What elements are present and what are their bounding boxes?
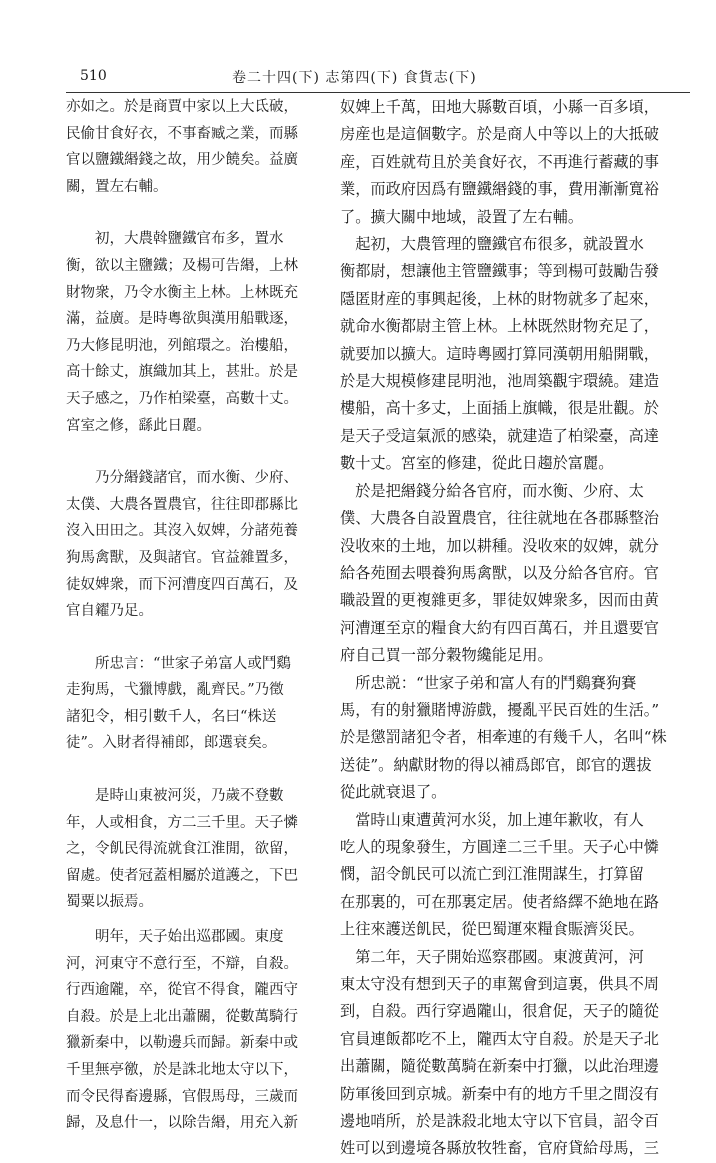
text-line: 姓可以到邊境各縣放牧牲畜，官府貸給母馬，三 bbox=[340, 1139, 659, 1158]
text-line: 滿，益廣。是時粵欲與漢用船戰逐， bbox=[66, 311, 298, 328]
text-line: 官員連飯都吃不上，隴西太守自殺。於是天子北 bbox=[340, 1029, 659, 1048]
text-line: 之，令飢民得流就食江淮閒，欲留， bbox=[66, 841, 298, 858]
text-line: 防軍後回到京城。新秦中有的地方千里之間沒有 bbox=[340, 1084, 659, 1103]
text-line: 憫，詔令飢民可以流亡到江淮閒謀生，打算留 bbox=[340, 865, 644, 884]
text-line: 奴婢上千萬，田地大縣數百頃，小縣一百多頃， bbox=[340, 98, 659, 116]
text-line: 産，百姓就苟且於美食好衣，不再進行蓄藏的事 bbox=[340, 152, 659, 171]
text-line: 初，大農斡鹽鐵官布多，置水 bbox=[66, 231, 284, 248]
paragraph-gap bbox=[66, 916, 328, 924]
text-line: 東太守没有想到天子的車駕會到這裏，供具不周 bbox=[340, 975, 659, 993]
original-paragraph bbox=[66, 924, 328, 1137]
text-line: 業，而政府因爲有鹽鐵緡錢的事，費用漸漸寬裕 bbox=[340, 180, 659, 199]
text-line: 到，自殺。西行穿過隴山，很倉促，天子的隨從 bbox=[340, 1002, 659, 1021]
running-header: 卷二十四(下) 志第四(下) 食貨志(下) bbox=[232, 70, 477, 86]
original-text-column bbox=[66, 94, 328, 1137]
original-paragraph bbox=[66, 783, 328, 916]
original-paragraph bbox=[66, 651, 328, 757]
text-line: 就命水衡都尉主管上林。上林既然財物充足了， bbox=[340, 317, 659, 336]
text-line: 送徒”。納獻財物的得以補爲郎官，郎官的選拔 bbox=[340, 755, 652, 774]
text-line: 給各苑囿去喂養狗馬禽獸，以及分給各官府。官 bbox=[340, 563, 659, 582]
text-line: 年，人或相食，方二三千里。天子憐 bbox=[66, 814, 298, 831]
text-line: 吃人的現象發生，方圓達二三千里。天子心中憐 bbox=[340, 837, 659, 856]
paragraph-gap bbox=[66, 625, 328, 651]
text-line: 上往來護送飢民，從巴蜀運來糧食賑濟災民。 bbox=[340, 920, 644, 939]
text-line: 邊地哨所，於是誅殺北地太守以下官員，詔令百 bbox=[340, 1112, 659, 1131]
text-line: 第二年，天子開始巡察郡國。東渡黄河，河 bbox=[340, 947, 644, 966]
text-line: 在那裏的，可在那裏定居。使者絡繹不絶地在路 bbox=[340, 892, 659, 911]
text-line: 所忠言：“世家子弟富人或鬥鷄 bbox=[66, 655, 291, 672]
translation-paragraph bbox=[340, 478, 684, 670]
text-line: 没收來的土地，加以耕種。没收來的奴婢，就分 bbox=[340, 536, 659, 555]
text-line: 官以鹽鐵緡錢之故，用少饒矣。益廣 bbox=[66, 152, 298, 169]
text-line: 太僕、大農各置農官，往往即郡縣比 bbox=[66, 496, 298, 513]
text-line: 千里無亭徼，於是誅北地太守以下， bbox=[66, 1062, 298, 1078]
text-line: 是時山東被河災，乃歲不登數 bbox=[66, 788, 284, 805]
text-line: 財物衆，乃令水衡主上林。上林既充 bbox=[66, 284, 298, 301]
text-line: 狗馬禽獸，及與諸官。官益雜置多， bbox=[66, 549, 298, 566]
text-line: 隱匿財産的事興起後，上林的財物就多了起來， bbox=[340, 289, 659, 308]
text-line: 出蕭關，隨從數萬騎在新秦中打獵，以此治理邊 bbox=[340, 1057, 659, 1076]
text-line: 乃分緡錢諸官，而水衡、少府、 bbox=[66, 470, 298, 487]
text-line: 諸犯令，相引數千人，名曰“株送 bbox=[66, 708, 277, 725]
text-line: 歸，及息什一，以除告緡，用充入新 bbox=[66, 1115, 298, 1132]
text-line: 了。擴大關中地域，設置了左右輔。 bbox=[340, 207, 583, 226]
text-line: 獵新秦中，以勒邊兵而歸。新秦中或 bbox=[66, 1035, 298, 1052]
text-line: 就要加以擴大。這時粵國打算同漢朝用船開戰， bbox=[340, 344, 659, 363]
text-line: 於是大規模修建昆明池，池周築觀宇環繞。建造 bbox=[340, 372, 659, 391]
text-line: 留處。使者冠蓋相屬於道護之，下巴 bbox=[66, 867, 298, 884]
text-line: 數十丈。宮室的修建，從此日趨於富麗。 bbox=[340, 454, 614, 473]
text-line: 府自己買一部分穀物纔能足用。 bbox=[340, 646, 553, 665]
text-line: 起初，大農管理的鹽鐵官布很多，就設置水 bbox=[340, 235, 644, 254]
paragraph-gap bbox=[66, 200, 328, 226]
text-line: 走狗馬，弋獵博戲，亂齊民。”乃徵 bbox=[66, 682, 284, 699]
text-line: 天子感之，乃作柏梁臺，高數十丈。 bbox=[66, 390, 298, 407]
translation-paragraph bbox=[340, 231, 684, 478]
text-line: 宮室之修，繇此日麗。 bbox=[66, 417, 211, 434]
translation-text-column bbox=[340, 94, 684, 1163]
original-paragraph bbox=[66, 226, 328, 439]
text-line: 徒”。入財者得補郎，郎選衰矣。 bbox=[66, 735, 277, 752]
text-line: 職設置的更複雜更多，罪徒奴婢衆多，因而由黄 bbox=[340, 591, 659, 610]
text-line: 僕、大農各自設置農官，往往就地在各郡縣整治 bbox=[340, 509, 659, 528]
text-line: 民偷甘食好衣，不事畜臧之業，而縣 bbox=[66, 125, 298, 142]
text-line: 蜀粟以振焉。 bbox=[66, 894, 153, 911]
translation-paragraph bbox=[340, 94, 684, 231]
text-line: 行西逾隴，卒，從官不得食，隴西守 bbox=[66, 982, 298, 999]
text-line: 關，置左右輔。 bbox=[66, 178, 168, 195]
paragraph-gap bbox=[66, 757, 328, 783]
text-line: 於是把緡錢分給各官府，而水衡、少府、太 bbox=[340, 481, 644, 500]
text-line: 衡，欲以主鹽鐵；及楊可告緡，上林 bbox=[66, 257, 298, 274]
original-paragraph bbox=[66, 94, 328, 200]
text-line: 房産也是這個數字。於是商人中等以上的大抵破 bbox=[340, 125, 659, 144]
page-number: 510 bbox=[80, 68, 107, 84]
text-line: 自殺。於是上北出蕭關，從數萬騎行 bbox=[66, 1008, 298, 1025]
text-line: 所忠説：“世家子弟和富人有的鬥鷄賽狗賽 bbox=[340, 673, 637, 692]
text-line: 明年，天子始出巡郡國。東度 bbox=[66, 929, 284, 946]
text-line: 徒奴婢衆，而下河漕度四百萬石，及 bbox=[66, 576, 298, 593]
text-line: 乃大修昆明池，列館環之。治樓船， bbox=[66, 337, 298, 354]
text-line: 樓船，高十多丈，上面插上旗幟，很是壯觀。於 bbox=[340, 399, 659, 418]
text-line: 官自糴乃足。 bbox=[66, 603, 153, 620]
text-line: 河漕運至京的糧食大約有四百萬石，并且還要官 bbox=[340, 618, 659, 637]
translation-paragraph bbox=[340, 807, 684, 944]
text-line: 從此就衰退了。 bbox=[340, 783, 447, 802]
text-line: 而令民得畜邊縣，官假馬母，三歲而 bbox=[66, 1088, 298, 1105]
text-line: 馬，有的射獵賭博游戲，擾亂平民百姓的生活。” bbox=[340, 700, 660, 719]
text-line: 是天子受這氣派的感染，就建造了柏梁臺，高達 bbox=[340, 426, 659, 445]
text-line: 沒入田田之。其沒入奴婢，分諸苑養 bbox=[66, 523, 298, 540]
paragraph-gap bbox=[66, 439, 328, 465]
text-line: 亦如之。於是商賈中家以上大氐破， bbox=[66, 99, 298, 115]
header-rule bbox=[66, 92, 690, 93]
text-line: 高十餘丈，旗織加其上，甚壯。於是 bbox=[66, 364, 298, 381]
text-line: 衡都尉，想讓他主管鹽鐵事；等到楊可鼓勵告發 bbox=[340, 262, 659, 281]
original-paragraph bbox=[66, 465, 328, 625]
translation-paragraph bbox=[340, 944, 684, 1163]
text-line: 當時山東遭黄河水災，加上連年歉收，有人 bbox=[340, 810, 644, 829]
text-line: 河，河東守不意行至，不辯，自殺。 bbox=[66, 955, 298, 972]
text-line: 於是懲罰諸犯令者，相牽連的有幾千人，名叫“株 bbox=[340, 728, 667, 747]
translation-paragraph bbox=[340, 670, 684, 807]
